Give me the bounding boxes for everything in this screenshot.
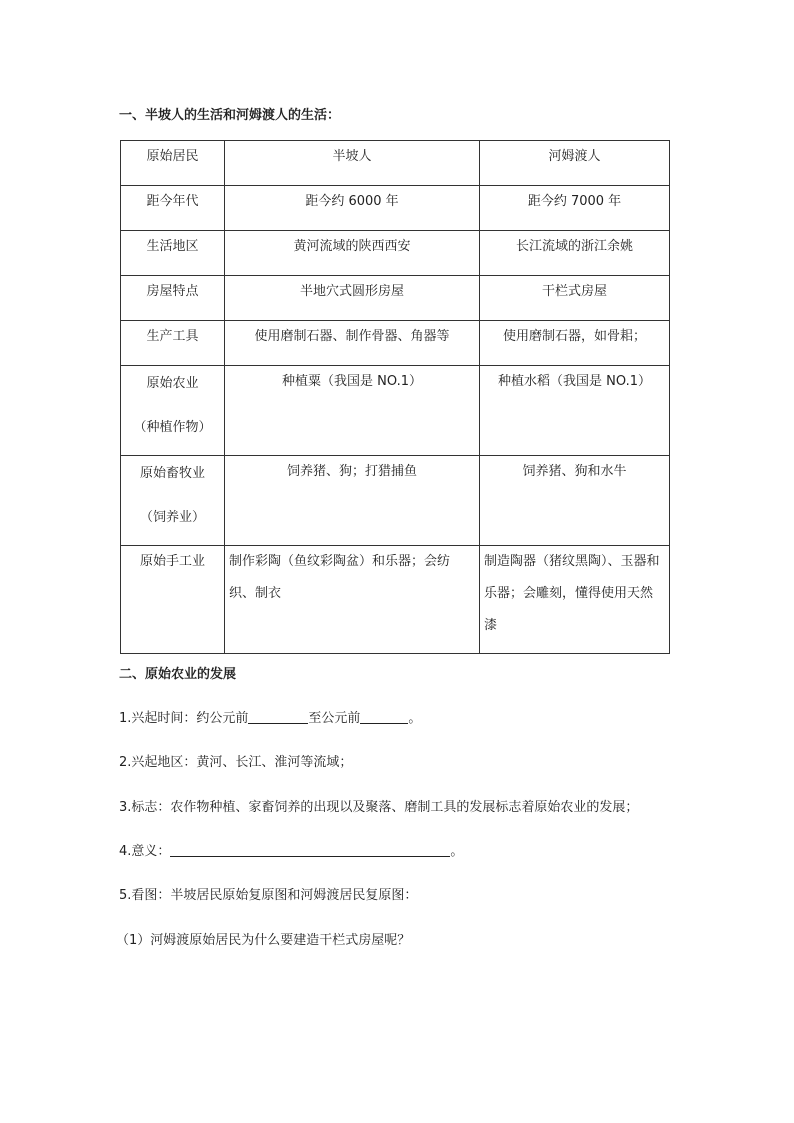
banpo-farming: 种植粟（我国是 NO.1） — [225, 366, 480, 456]
table-row — [121, 276, 670, 321]
item-rise-region: 2.兴起地区：黄河、长江、淮河等流域； — [119, 755, 353, 770]
row-header-residents: 原始居民 — [121, 141, 225, 186]
item4-end: 。 — [450, 844, 464, 859]
farming-label: 原始农业 — [146, 376, 199, 391]
item-sign: 3.标志：农作物种植、家畜饲养的出现以及聚落、磨制工具的发展标志着原始农业的发展； — [119, 800, 639, 815]
hemudu-tools: 使用磨制石器，如骨耜； — [480, 321, 670, 366]
table-row — [121, 231, 670, 276]
banpo-region: 黄河流域的陕西西安 — [225, 231, 480, 276]
farming-sublabel: （种植作物） — [133, 420, 212, 435]
banpo-housing: 半地穴式圆形房屋 — [225, 276, 480, 321]
blank-end-year[interactable] — [360, 709, 408, 724]
row-header-age: 距今年代 — [121, 186, 225, 231]
item-significance — [119, 840, 463, 859]
table-row — [121, 141, 670, 186]
hemudu-husbandry: 饲养猪、狗和水牛 — [480, 456, 670, 546]
banpo-husbandry: 饲养猪、狗；打猎捕鱼 — [225, 456, 480, 546]
item1-end: 。 — [408, 711, 422, 726]
row-header-farming — [121, 366, 225, 456]
hemudu-farming: 种植水稻（我国是 NO.1） — [480, 366, 670, 456]
table-row — [121, 546, 670, 654]
hemudu-housing: 干栏式房屋 — [480, 276, 670, 321]
comparison-table — [120, 140, 670, 654]
item1-prefix: 1.兴起时间：约公元前 — [119, 711, 249, 726]
item4-prefix: 4.意义： — [119, 844, 171, 859]
hemudu-handicraft: 制造陶器（猪纹黑陶）、玉器和乐器；会雕刻，懂得使用天然漆 — [480, 546, 670, 654]
table-row — [121, 321, 670, 366]
row-header-region: 生活地区 — [121, 231, 225, 276]
banpo-header: 半坡人 — [225, 141, 480, 186]
item-rise-time — [119, 707, 421, 726]
section2-heading: 二、原始农业的发展 — [119, 667, 237, 682]
row-header-husbandry — [121, 456, 225, 546]
item1-mid: 至公元前 — [308, 711, 361, 726]
banpo-handicraft: 制作彩陶（鱼纹彩陶盆）和乐器；会纺织、制衣 — [225, 546, 480, 654]
section1-heading: 一、半坡人的生活和河姆渡人的生活： — [119, 108, 341, 123]
question-1: （1）河姆渡原始居民为什么要建造干栏式房屋呢？ — [116, 933, 411, 948]
hemudu-region: 长江流域的浙江余姚 — [480, 231, 670, 276]
row-header-housing: 房屋特点 — [121, 276, 225, 321]
item-look-at-picture: 5.看图：半坡居民原始复原图和河姆渡居民复原图： — [119, 888, 418, 903]
husbandry-label: 原始畜牧业 — [139, 466, 205, 481]
hemudu-header: 河姆渡人 — [480, 141, 670, 186]
table-row — [121, 186, 670, 231]
table-row — [121, 366, 670, 456]
banpo-age: 距今约 6000 年 — [225, 186, 480, 231]
husbandry-sublabel: （饲养业） — [139, 510, 205, 525]
blank-significance[interactable] — [170, 842, 450, 857]
blank-start-year[interactable] — [248, 709, 308, 724]
table-row — [121, 456, 670, 546]
row-header-tools: 生产工具 — [121, 321, 225, 366]
row-header-handicraft: 原始手工业 — [121, 546, 225, 654]
banpo-tools: 使用磨制石器、制作骨器、角器等 — [225, 321, 480, 366]
hemudu-age: 距今约 7000 年 — [480, 186, 670, 231]
